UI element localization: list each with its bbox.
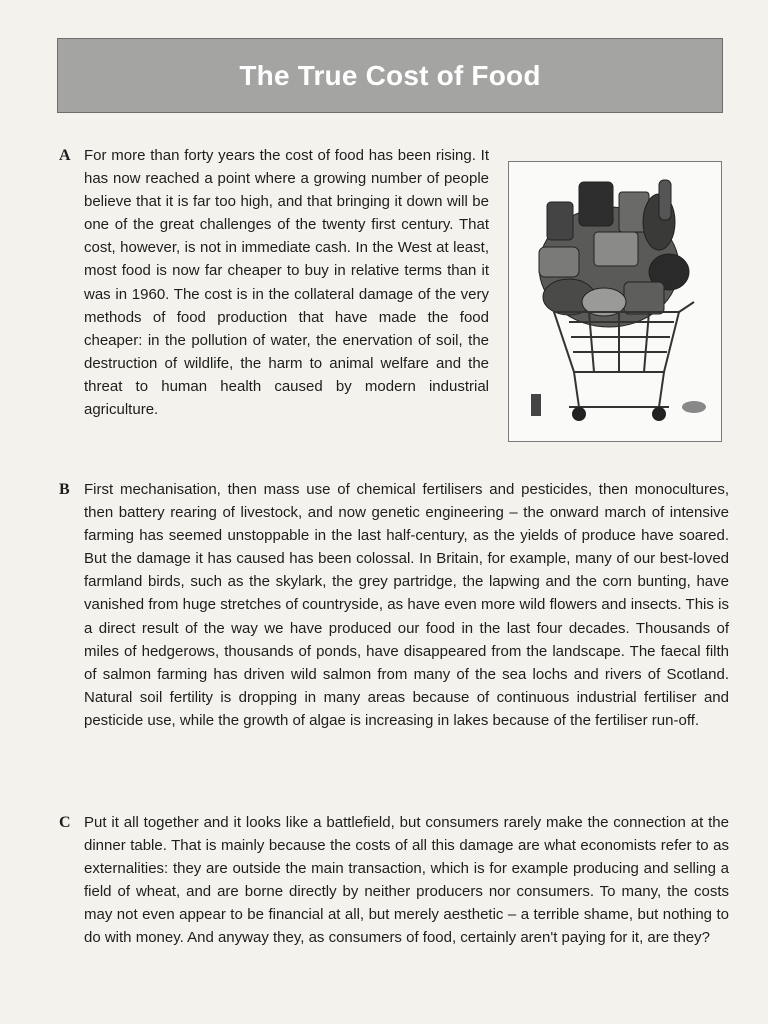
paragraph-c bbox=[59, 811, 729, 950]
paragraph-a bbox=[59, 144, 489, 421]
shopping-trolley-illustration bbox=[508, 161, 722, 442]
paragraph-text: First mechanisation, then mass use of chemical fertilisers and pesticides, then monocultures, then battery rearing of livestock, and now genetic engineering – the onward march of intensive farming has seemed unstoppable in the last half-century, as the yields of produce have soared. But the damage it has caused has been colossal. In Britain, for example, many of our best-loved farmland birds, such as the skylark, the grey partridge, the lapwing and the corn bunting, have vanished from huge stretches of countryside, as have even more wild flowers and insects. This is a direct result of the way we have produced our food in the last four decades. Thousands of miles of hedgerows, thousands of ponds, have disappeared from the landscape. The faecal filth of salmon farming has driven wild salmon from many of the sea lochs and rivers of Scotland. Natural soil fertility is dropping in many areas because of continuous industrial fertiliser and pesticide use, while the growth of algae is increasing in lakes because of the fertiliser run-off. bbox=[84, 481, 729, 729]
page-title: The True Cost of Food bbox=[239, 59, 541, 91]
paragraph-letter: B bbox=[59, 481, 70, 498]
paragraph-b bbox=[59, 478, 729, 732]
shopping-trolley-icon bbox=[509, 162, 721, 441]
paragraph-text: For more than forty years the cost of food has been rising. It has now reached a point where a growing number of people believe that it is far too high, and that bringing it down will be one of the great challenges of the twenty first century. That cost, however, is not in immediate cash. In the West at least, most food is now far cheaper to buy in relative terms than it was in 1960. The cost is in the collateral damage of the very methods of food production that have made the food cheaper: in the pollution of water, the enervation of soil, the destruction of wildlife, the harm to animal welfare and the threat to human health caused by modern industrial agriculture. bbox=[84, 147, 489, 419]
paragraph-letter: C bbox=[59, 814, 71, 831]
paragraph-letter: A bbox=[59, 147, 71, 164]
title-banner bbox=[57, 38, 723, 113]
paragraph-text: Put it all together and it looks like a battlefield, but consumers rarely make the connection at the dinner table. That is mainly because the costs of all this damage are what economists refer to as externalities: they are outside the main transaction, which is for example producing and selling a field of wheat, and are borne directly by neither producers nor consumers. To many, the costs may not even appear to be financial at all, but merely aesthetic – a terrible shame, but nothing to do with money. And anyway they, as consumers of food, certainly aren't paying for it, are they? bbox=[84, 814, 729, 947]
